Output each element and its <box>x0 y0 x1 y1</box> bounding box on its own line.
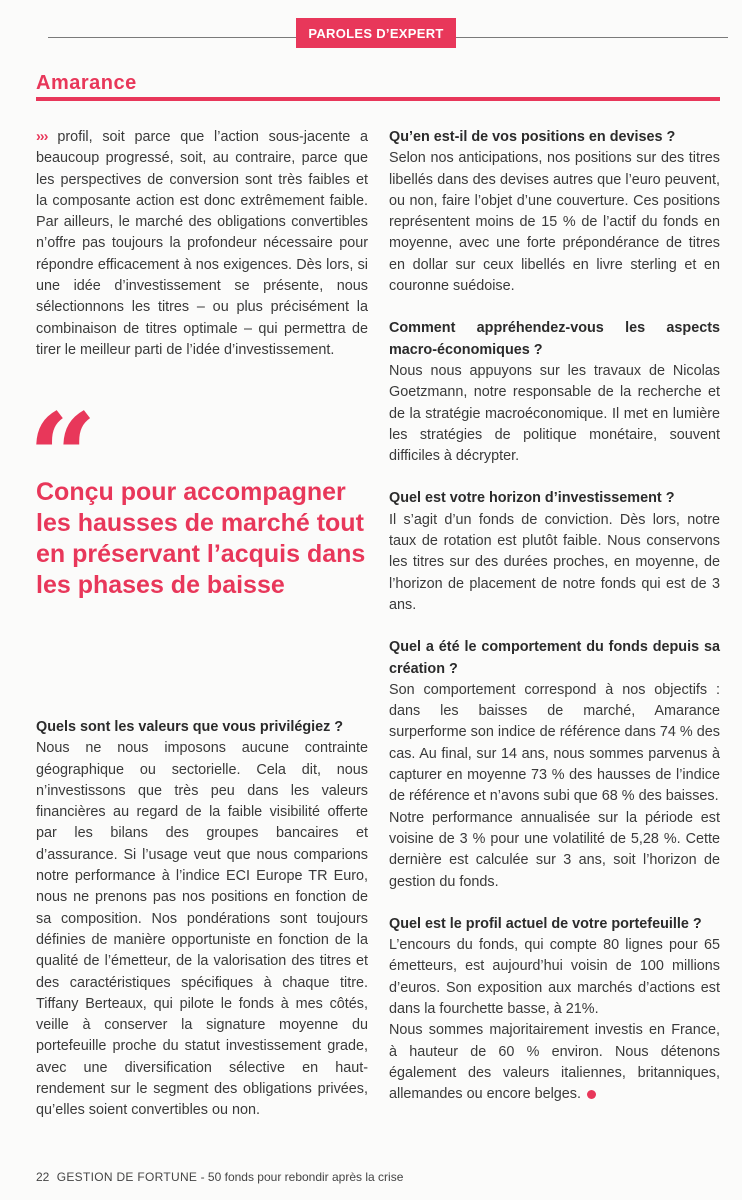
end-of-article-icon <box>587 1090 596 1099</box>
right-column <box>389 127 720 1105</box>
continued-marker: ››› <box>36 129 48 145</box>
question-4: Quel est votre horizon d’investissement ? <box>389 490 675 507</box>
page-footer <box>36 1170 403 1184</box>
question-1: Quels sont les valeurs que vous privilégiez ? <box>36 719 344 735</box>
intro-text: profil, soit parce que l’action sous-jacente a beaucoup progressé, soit, au contraire, parce que les perspectives de conversion sont très faibles et la composante action est donc extrêmement faible. Par ailleurs, le marché des obligations convertibles n’offre pas toujours la profondeur nécessaire pour répondre efficacement à nos exigences. Dès lors, si une idée d’investissement se présente, nous sélectionnons les titres – ou plus précisément la combinaison de titres optimale – qui permettra de tirer le meilleur parti de l’idée d’investissement. <box>36 129 368 358</box>
answer-6b-text: Nous sommes majoritairement investis en France, à hauteur de 60 % environ. Nous détenons également des valeurs italiennes, britanniques, allemandes ou encore belges. <box>389 1022 720 1103</box>
intro-paragraph <box>36 127 368 361</box>
answer-5a: Son comportement correspond à nos objectifs : dans les baisses de marché, Amarance surperforme son indice de référence dans 74 % des cas. Au final, sur 14 ans, nous sommes parvenus à capturer en moyenne 73 % des hausses de l’indice de référence et n’avons subi que 68 % des baisses. <box>389 681 720 805</box>
question-5: Quel a été le comportement du fonds depuis sa création ? <box>389 639 720 677</box>
answer-6b <box>389 1020 720 1105</box>
question-6: Quel est le profil actuel de votre portefeuille ? <box>389 915 702 932</box>
section-tab: PAROLES D’EXPERT <box>296 18 456 48</box>
pull-quote: Conçu pour accompagner les hausses de marché tout en préservant l’acquis dans les phases de baisse <box>36 478 366 599</box>
fund-name: Amarance <box>36 72 137 94</box>
footer-separator: - <box>200 1170 205 1184</box>
page-number: 22 <box>36 1170 50 1184</box>
answer-6a: L’encours du fonds, qui compte 80 lignes pour 65 émetteurs, est aujourd’hui voisin de 100 millions d’euros. Son exposition aux marchés d’actions est dans la fourchette basse, à 21%. <box>389 937 720 1017</box>
magazine-name: GESTION DE FORTUNE <box>56 1170 198 1184</box>
question-2: Qu’en est-il de vos positions en devises ? <box>389 129 676 145</box>
answer-2: Selon nos anticipations, nos positions sur des titres libellés dans des devises autres que l’euro peuvent, ou non, faire l’objet d’une couverture. Ces positions représentent moins de 15 % de l’actif du fonds en moyenne, avec une forte prépondérance de titres en dollar sur ceux libellés en livre sterling et en couronne suédoise. <box>389 150 720 295</box>
answer-3: Nous nous appuyons sur les travaux de Nicolas Goetzmann, notre responsable de la recherche et de la stratégie macroéconomique. Il met en lumière les stratégies de politique monétaire, souvent difficiles à décrypter. <box>389 362 720 465</box>
left-column-qa <box>36 717 368 1122</box>
title-rule <box>36 97 720 101</box>
issue-title: 50 fonds pour rebondir après la crise <box>207 1170 404 1184</box>
answer-4: Il s’agit d’un fonds de conviction. Dès lors, notre taux de rotation est plutôt faible. Nous conservons les titres sur des durées proches, en moyenne, de l’horizon de placement de notre fonds qui est de 3 ans. <box>389 511 720 613</box>
quote-mark-icon: “ <box>28 387 98 528</box>
answer-1: Nous ne nous imposons aucune contrainte géographique ou sectorielle. Cela dit, nous n’investissons que très peu dans les valeurs financières au regard de la faible visibilité offerte par les bilans des groupes bancaires et d’assurance. Si l’usage veut que nous comparions notre performance à l’indice ECI Europe TR Euro, nous ne prenons pas nos positions en fonction de sa composition. Nos pondérations sont toujours définies de manière opportuniste en fonction de la qualité de l’émetteur, de la valorisation des titres et des caractéristiques spécifiques à chaque titre. Tiffany Berteaux, qui pilote le fonds à mes côtés, veille à conserver la signature moyenne du portefeuille proche du statut investissement grade, avec une diversification sélective en haut-rendement sur le segment des obligations privées, qu’elles soient convertibles ou non. <box>36 740 368 1119</box>
left-column-intro <box>36 127 368 361</box>
answer-5b: Notre performance annualisée sur la période est voisine de 3 % pour une volatilité de 5,28 %. Cette dernière est calculée sur 3 ans, soit l’horizon de gestion du fonds. <box>389 809 720 890</box>
question-3: Comment appréhendez-vous les aspects macro-économiques ? <box>389 320 720 358</box>
